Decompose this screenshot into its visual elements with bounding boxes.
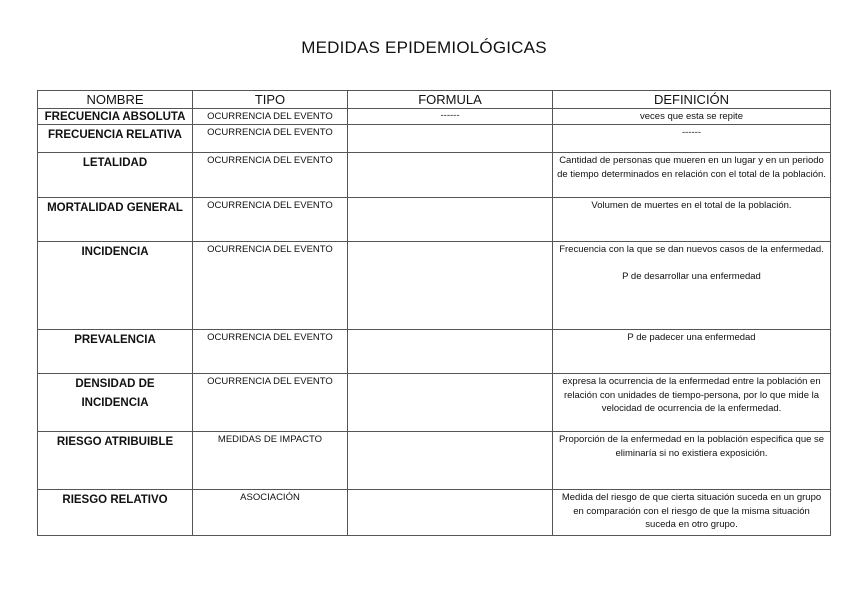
header-formula: FORMULA [348, 91, 553, 109]
table-row [38, 374, 831, 432]
row-definicion: Medida del riesgo de que cierta situación suceda en un grupo en comparación con el riesgo de que la misma situación suceda en otro grupo. [553, 490, 831, 536]
row-nombre: PREVALENCIA [38, 330, 193, 374]
row-tipo: OCURRENCIA DEL EVENTO [193, 242, 348, 330]
row-tipo: OCURRENCIA DEL EVENTO [193, 330, 348, 374]
row-definicion: veces que esta se repite [553, 109, 831, 125]
row-definicion: ------ [553, 125, 831, 153]
table-row [38, 198, 831, 242]
table-row [38, 125, 831, 153]
definition-text: Frecuencia con la que se dan nuevos casos de la enfermedad. [559, 244, 824, 255]
row-tipo: MEDIDAS DE IMPACTO [193, 432, 348, 490]
row-nombre: RIESGO ATRIBUIBLE [38, 432, 193, 490]
row-nombre: DENSIDAD DE INCIDENCIA [38, 374, 193, 432]
row-formula [348, 242, 553, 330]
header-tipo: TIPO [193, 91, 348, 109]
row-tipo: OCURRENCIA DEL EVENTO [193, 109, 348, 125]
row-nombre: LETALIDAD [38, 153, 193, 198]
row-definicion: Cantidad de personas que mueren en un lugar y en un periodo de tiempo determinados en relación con el total de la población. [553, 153, 831, 198]
row-nombre: MORTALIDAD GENERAL [38, 198, 193, 242]
row-nombre: RIESGO RELATIVO [38, 490, 193, 536]
row-definicion: Volumen de muertes en el total de la población. [553, 198, 831, 242]
row-tipo: OCURRENCIA DEL EVENTO [193, 125, 348, 153]
row-definicion: P de padecer una enfermedad [553, 330, 831, 374]
table-row [38, 432, 831, 490]
row-tipo: OCURRENCIA DEL EVENTO [193, 374, 348, 432]
table-row [38, 153, 831, 198]
row-formula [348, 330, 553, 374]
row-definicion [553, 242, 831, 330]
page-title: MEDIDAS EPIDEMIOLÓGICAS [301, 38, 547, 57]
row-nombre: FRECUENCIA RELATIVA [38, 125, 193, 153]
row-formula [348, 374, 553, 432]
definition-note: P de desarrollar una enfermedad [622, 270, 761, 282]
table-row [38, 242, 831, 330]
row-definicion: Proporción de la enfermedad en la población especifica que se eliminaría si no existiera exposición. [553, 432, 831, 490]
row-nombre: FRECUENCIA ABSOLUTA [38, 109, 193, 125]
header-definicion: DEFINICIÓN [553, 91, 831, 109]
row-tipo: OCURRENCIA DEL EVENTO [193, 198, 348, 242]
row-tipo: ASOCIACIÓN [193, 490, 348, 536]
row-formula [348, 432, 553, 490]
row-tipo: OCURRENCIA DEL EVENTO [193, 153, 348, 198]
row-formula [348, 490, 553, 536]
table-row [38, 109, 831, 125]
row-formula: ------ [348, 109, 553, 125]
row-nombre: INCIDENCIA [38, 242, 193, 330]
row-formula [348, 153, 553, 198]
row-formula [348, 125, 553, 153]
table-row [38, 330, 831, 374]
table-row [38, 490, 831, 536]
measures-table [37, 90, 831, 536]
row-formula [348, 198, 553, 242]
header-nombre: NOMBRE [38, 91, 193, 109]
row-definicion: expresa la ocurrencia de la enfermedad entre la población en relación con unidades de tiempo-persona, por lo que mide la velocidad de ocurrencia de la enfermedad. [553, 374, 831, 432]
table-header-row [38, 91, 831, 109]
